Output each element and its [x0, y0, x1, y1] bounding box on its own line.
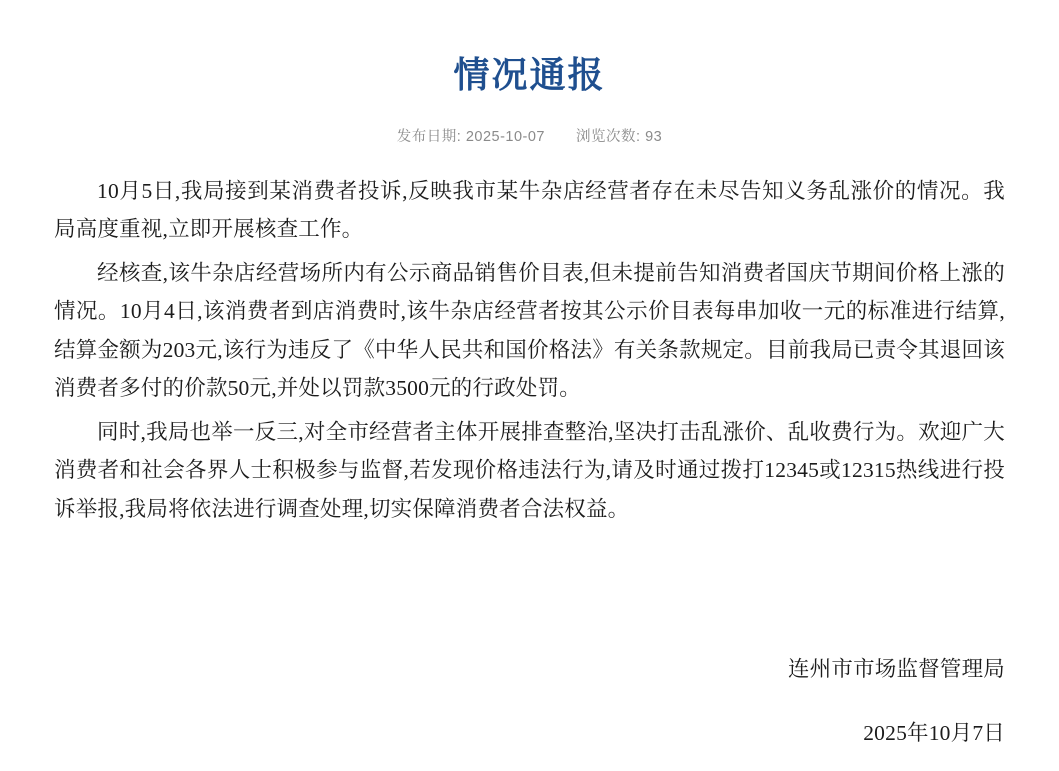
- body-paragraph: 10月5日,我局接到某消费者投诉,反映我市某牛杂店经营者存在未尽告知义务乱涨价的情况。我局高度重视,立即开展核查工作。: [54, 178, 1005, 241]
- views-label: 浏览次数:: [576, 128, 641, 145]
- publish-date-value: 2025-10-07: [465, 128, 545, 145]
- publish-date-label: 发布日期:: [396, 128, 462, 145]
- signature-organization: 连州市市场监督管理局: [787, 656, 1005, 681]
- document-page: [0, 24, 1059, 771]
- page-title: 情况通报: [453, 54, 606, 96]
- body-paragraph: 经核查,该牛杂店经营场所内有公示商品销售价目表,但未提前告知消费者国庆节期间价格上涨的情况。10月4日,该消费者到店消费时,该牛杂店经营者按其公示价目表每串加收一元的标准进行结算,结算金额为203元,该行为违反了《中华人民共和国价格法》有关条款规定。目前我局已责令其退回该消费者多付的价款50元,并处以罚款3500元的行政处罚。: [54, 261, 1005, 400]
- views-count: 93: [645, 128, 663, 145]
- body-paragraph: 同时,我局也举一反三,对全市经营者主体开展排查整治,坚决打击乱涨价、乱收费行为。欢迎广大消费者和社会各界人士积极参与监督,若发现价格违法行为,请及时通过拨打12345或12315热线进行投诉举报,我局将依法进行调查处理,切实保障消费者合法权益。: [54, 420, 1005, 521]
- signature-block: [788, 650, 1005, 753]
- document-meta: [36, 125, 1023, 146]
- signature-date: 2025年10月7日: [863, 721, 1005, 746]
- document-body: [36, 172, 1023, 528]
